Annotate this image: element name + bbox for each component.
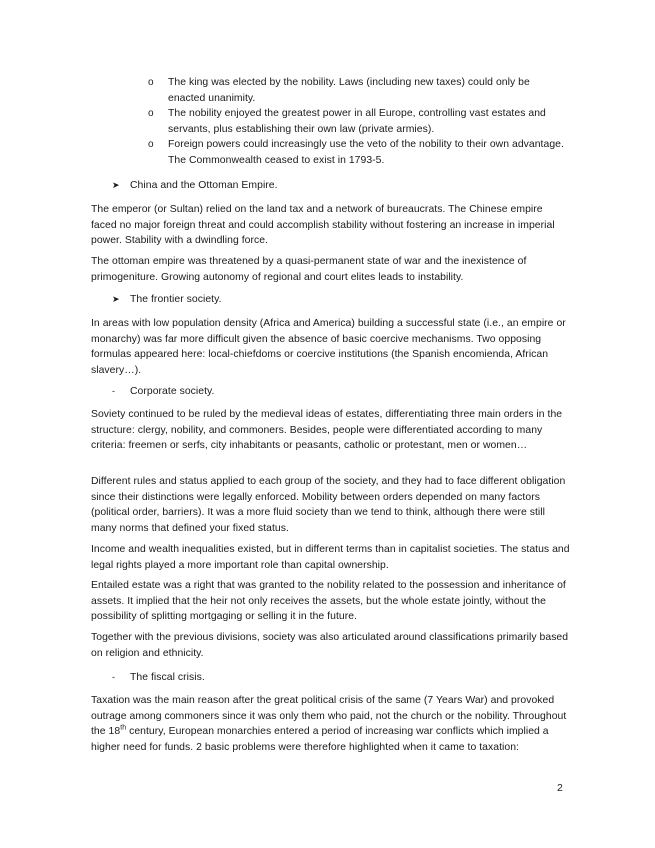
heading-text: The fiscal crisis. xyxy=(130,672,205,683)
sub-bullet-text: The nobility enjoyed the greatest power in all Europe, controlling vast estates and servants, plus establishing their own law (private armies). xyxy=(168,108,546,135)
page-number: 2 xyxy=(557,783,563,794)
circle-bullet-icon: o xyxy=(148,77,154,88)
section-heading xyxy=(112,384,552,400)
sub-bullet-text: The king was elected by the nobility. Laws (including new taxes) could only be enacted unanimity. xyxy=(168,77,530,104)
paragraph-entailed-estate: Entailed estate was a right that was granted to the nobility related to the possession and inheritance of assets. It implied that the heir not only receives the assets, but the whole estate jointly, without the possibility of splitting mortgaging or selling it in the future. xyxy=(91,580,566,623)
ordinal-suffix: th xyxy=(120,724,127,732)
heading-text: China and the Ottoman Empire. xyxy=(130,180,278,191)
circle-bullet-icon: o xyxy=(148,108,154,119)
dash-bullet-icon: - xyxy=(112,672,116,682)
sub-bullet-item xyxy=(148,106,568,137)
paragraph-frontier-society: In areas with low population density (Africa and America) building a successful state (i.e., an empire or monarchy) was far more difficult given the absence of basic coercive mechanisms. Two opposing formulas appeared here: local-chiefdoms or coercive institutions (the Spanish encomienda, African slavery…). xyxy=(91,318,566,376)
section-heading xyxy=(112,178,552,194)
paragraph-taxation xyxy=(91,693,571,755)
heading-text: Corporate society. xyxy=(130,386,215,397)
dash-bullet-icon: - xyxy=(112,386,116,396)
taxation-text-b: century, European monarchies entered a period of increasing war conflicts which implied a higher need for funds. 2 basic problems were therefore highlighted when it came to taxation: xyxy=(91,726,549,753)
paragraph-soviety: Soviety continued to be ruled by the medieval ideas of estates, differentiating three main orders in the structure: clergy, nobility, and commoners. Besides, people were differentiated according to many criteria: freemen or serfs, city inhabitants or peasants, catholic or protestant, men or women… xyxy=(91,409,563,452)
section-heading xyxy=(112,670,552,686)
taxation-text-a: Taxation was the main reason after the great political crisis of the same (7 Years War) and provoked outrage among commoners since it was only them who paid, not the church or the nobility. Throughout the 18 xyxy=(91,695,567,738)
paragraph-different-rules: Different rules and status applied to each group of the society, and they had to face different obligation since their distinctions were legally enforced. Mobility between orders depended on many factors (political order, barriers). It was a more fluid society than we tend to think, although there were still many norms that defined your fixed status. xyxy=(91,476,566,534)
sub-bullet-text: Foreign powers could increasingly use the veto of the nobility to their own advantage. The Commonwealth ceased to exist in 1793-5. xyxy=(168,139,564,166)
sub-bullet-item xyxy=(148,137,568,168)
heading-text: The frontier society. xyxy=(130,294,222,305)
arrow-bullet-icon: ➤ xyxy=(112,294,120,304)
paragraph-income-wealth: Income and wealth inequalities existed, but in different terms than in capitalist societies. The status and legal rights played a more important role than capital ownership. xyxy=(91,544,570,571)
circle-bullet-icon: o xyxy=(148,139,154,150)
paragraph-ottoman-empire: The ottoman empire was threatened by a quasi-permanent state of war and the inexistence of primogeniture. Growing autonomy of regional and court elites leads to instability. xyxy=(91,256,527,283)
sub-bullet-item xyxy=(148,75,568,106)
paragraph-together: Together with the previous divisions, society was also articulated around classifications primarily based on religion and ethnicity. xyxy=(91,632,569,659)
paragraph-chinese-empire: The emperor (or Sultan) relied on the land tax and a network of bureaucrats. The Chinese empire faced no major foreign threat and could accomplish stability without fostering an increase in imperial power. Stability with a dwindling force. xyxy=(91,204,555,247)
arrow-bullet-icon: ➤ xyxy=(112,180,120,190)
section-heading xyxy=(112,292,552,308)
